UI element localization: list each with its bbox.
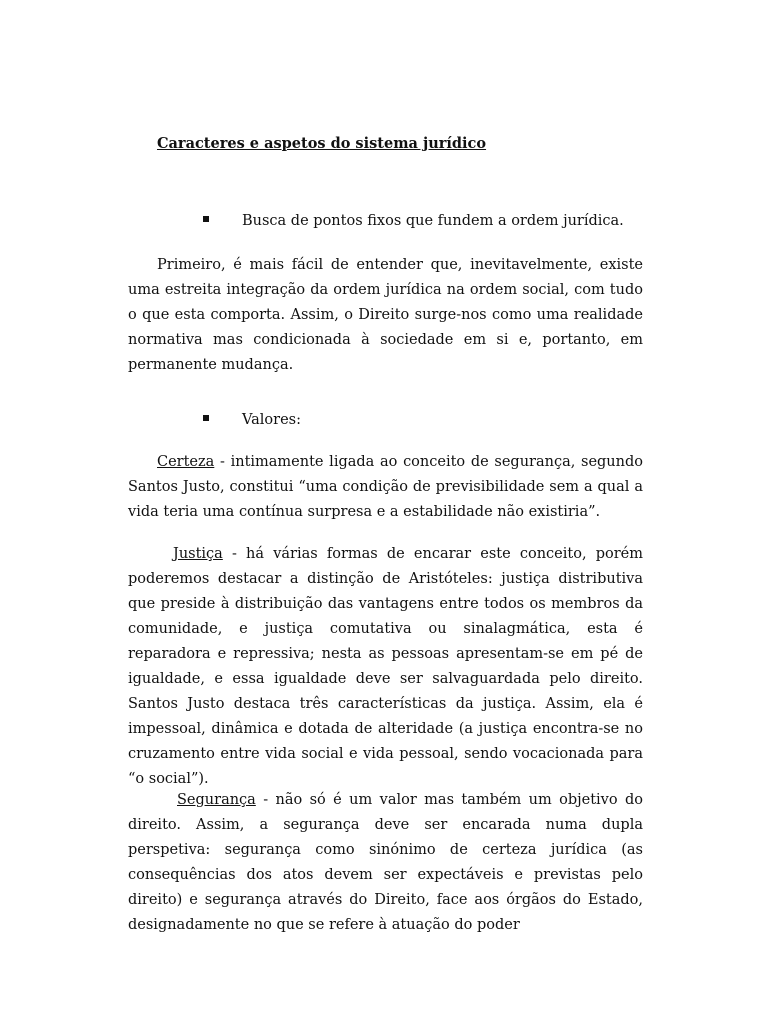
bullet-text: Busca de pontos fixos que fundem a ordem jurídica. bbox=[242, 213, 624, 229]
document-page bbox=[128, 0, 643, 1024]
paragraph-primeiro: Primeiro, é mais fácil de entender que, inevitavelmente, existe uma estreita integração da ordem jurídica na ordem social, com tudo o que esta comporta. Assim, o Direito surge-nos como uma realidade normativa mas condicionada à sociedade em si e, portanto, em permanente mudança. bbox=[128, 257, 643, 373]
justica-text: - há várias formas de encarar este conceito, porém poderemos destacar a distinção de Aristóteles: justiça distributiva que preside à distribuição das vantagens entre todos os membros da comunidade, e justiça comutativa ou sinalagmática, esta é reparadora e repressiva; nesta as pessoas apresentam-se em pé de igualdade, e essa igualdade deve ser salvaguardada pelo direito. Santos Justo destaca três características da justiça. Assim, ela é impessoal, dinâmica e dotada de alteridade (a justiça encontra-se no cruzamento entre vida social e vida pessoal, sendo vocacionada para “o social”). bbox=[128, 546, 643, 787]
bullet-text: Valores: bbox=[242, 412, 301, 428]
document-title: Caracteres e aspetos do sistema jurídico bbox=[157, 135, 487, 152]
term-seguranca: Segurança bbox=[177, 792, 256, 808]
paragraph-justica bbox=[128, 542, 643, 792]
certeza-text: - intimamente ligada ao conceito de segurança, segundo Santos Justo, constitui “uma condição de previsibilidade sem a qual a vida teria uma contínua surpresa e a estabilidade não existiria”. bbox=[128, 454, 643, 520]
term-certeza: Certeza bbox=[157, 454, 215, 470]
square-bullet-icon bbox=[203, 415, 209, 421]
bullet-item-pontos-fixos bbox=[203, 213, 624, 229]
square-bullet-icon bbox=[203, 216, 209, 222]
term-justica: Justiça bbox=[173, 546, 223, 562]
paragraph-seguranca bbox=[128, 788, 643, 938]
paragraph-certeza bbox=[128, 450, 643, 525]
seguranca-text: - não só é um valor mas também um objetivo do direito. Assim, a segurança deve ser encarada numa dupla perspetiva: segurança como sinónimo de certeza jurídica (as consequências dos atos devem ser expectáveis e previstas pelo direito) e segurança através do Direito, face aos órgãos do Estado, designadamente no que se refere à atuação do poder bbox=[128, 792, 643, 933]
bullet-item-valores bbox=[203, 412, 301, 428]
